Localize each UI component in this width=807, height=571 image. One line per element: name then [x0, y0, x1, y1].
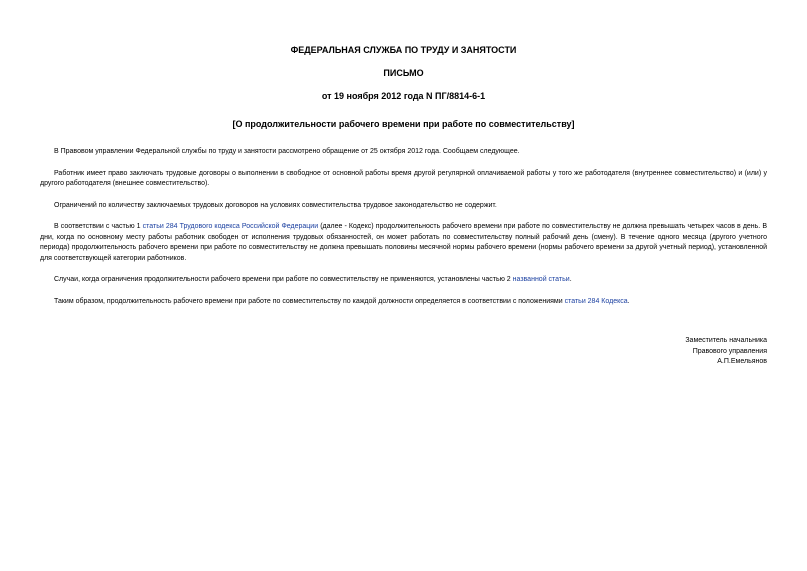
link-named-article[interactable]: названной статьи	[512, 276, 570, 283]
paragraph-3: Ограничений по количеству заключаемых трудовых договоров на условиях совместительства трудовое законодательство не содержит.	[54, 201, 497, 209]
paragraph-6	[40, 297, 767, 308]
document-subject: [О продолжительности рабочего времени при работе по совместительству]	[232, 119, 575, 129]
signature-department: Правового управления	[692, 347, 767, 355]
paragraph-6-text-a: Таким образом, продолжительность рабочего времени при работе по совместительству по каждой должности определяется в соответствии с положениями	[54, 297, 565, 305]
paragraph-1: В Правовом управлении Федеральной службы по труду и занятости рассмотрено обращение от 25 октября 2012 года. Сообщаем следующее.	[54, 148, 520, 155]
paragraph-5-text-a: Случаи, когда ограничения продолжительности рабочего времени при работе по совместительству не применяются, установлены частью 2	[54, 276, 513, 283]
paragraph-4-text-a: В соответствии с частью 1	[54, 223, 143, 230]
paragraph-5	[40, 275, 767, 286]
paragraph-5-text-b: .	[569, 276, 572, 283]
signature-name: А.П.Емельянов	[717, 358, 767, 365]
link-article-284-labor-code[interactable]: статьи 284 Трудового кодекса Российской Федерации	[142, 223, 319, 230]
paragraph-6-text-b: .	[627, 297, 630, 305]
paragraph-4	[40, 222, 767, 264]
signature-position: Заместитель начальника	[685, 337, 767, 344]
document-date-number: от 19 ноября 2012 года N ПГ/8814-6-1	[321, 91, 486, 101]
signature-block	[685, 336, 767, 368]
paragraph-4-text-b: (далее - Кодекс) продолжительность рабочего времени при работе по совместительству не должна превышать четырех часов в день. В дни, когда по основному месту работы работник свободен от исполнения трудовых обязанностей, он может работать по совместительству полный рабочий день (смену). В течение одного месяца (другого учетного периода) продолжительность рабочего времени при работе по совместительству не должна превышать половины месячной нормы рабочего времени (нормы рабочего времени за другой учетный период), установленной для соответствующей категории работников.	[40, 223, 767, 262]
document-type: ПИСЬМО	[383, 68, 424, 78]
agency-title: ФЕДЕРАЛЬНАЯ СЛУЖБА ПО ТРУДУ И ЗАНЯТОСТИ	[290, 45, 517, 55]
link-article-284-code[interactable]: статьи 284 Кодекса	[564, 297, 628, 305]
paragraph-2: Работник имеет право заключать трудовые договоры о выполнении в свободное от основной работы время другой регулярной оплачиваемой работы у того же работодателя (внутреннее совместительство) и (или) у другого работодателя (внешнее совместительство).	[40, 169, 767, 187]
document-body	[40, 147, 767, 307]
